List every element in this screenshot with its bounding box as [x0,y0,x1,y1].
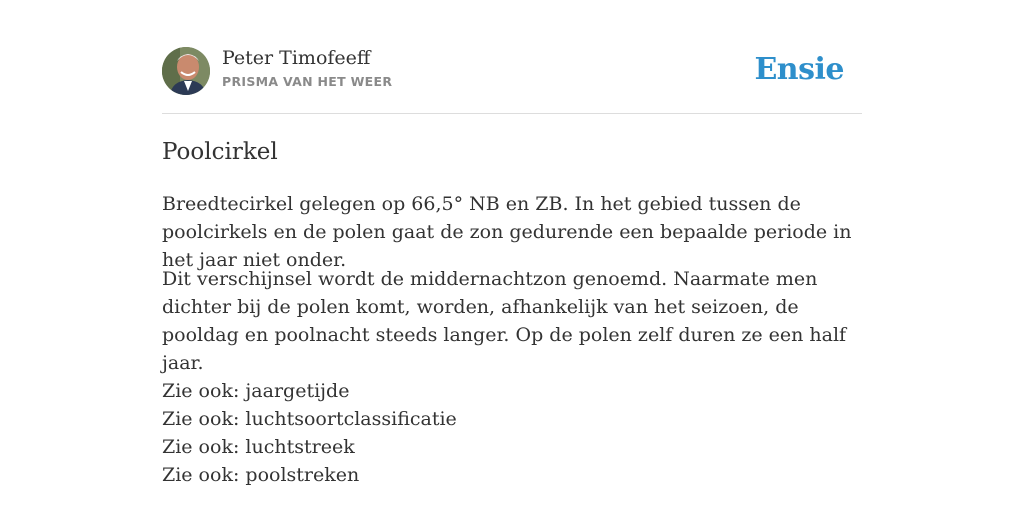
author-avatar[interactable] [162,47,210,95]
see-also-item [162,405,862,433]
see-also-link-poolstreken[interactable]: poolstreken [245,464,360,486]
see-also-link-jaargetijde[interactable]: jaargetijde [245,380,350,402]
avatar-photo-icon [162,47,210,95]
see-also-item [162,433,862,461]
entry-paragraph-1: Breedtecirkel gelegen op 66,5° NB en ZB. In het gebied tussen de poolcirkels en de polen gaat de zon gedurende een bepaalde periode in het jaar niet onder. [162,193,852,271]
see-also-prefix: Zie ook: [162,408,246,430]
author-name[interactable]: Peter Timofeeff [222,47,371,69]
see-also-list [162,377,862,489]
see-also-item [162,377,862,405]
see-also-link-luchtstreek[interactable]: luchtstreek [245,436,355,458]
see-also-prefix: Zie ook: [162,464,246,486]
see-also-prefix: Zie ook: [162,380,246,402]
brand-logo[interactable]: Ensie [754,52,844,87]
author-header [162,46,862,96]
entry-card [162,0,862,512]
see-also-item [162,461,862,489]
entry-title: Poolcirkel [162,139,278,165]
entry-paragraph-2: Dit verschijnsel wordt de middernachtzon genoemd. Naarmate men dichter bij de polen komt, worden, afhankelijk van het seizoen, de pooldag en poolnacht steeds langer. Op de polen zelf duren ze een half jaar. [162,268,847,374]
see-also-link-luchtsoortclassificatie[interactable]: luchtsoortclassificatie [245,408,457,430]
header-divider [162,113,862,114]
see-also-prefix: Zie ook: [162,436,246,458]
author-source[interactable]: PRISMA VAN HET WEER [222,74,393,89]
